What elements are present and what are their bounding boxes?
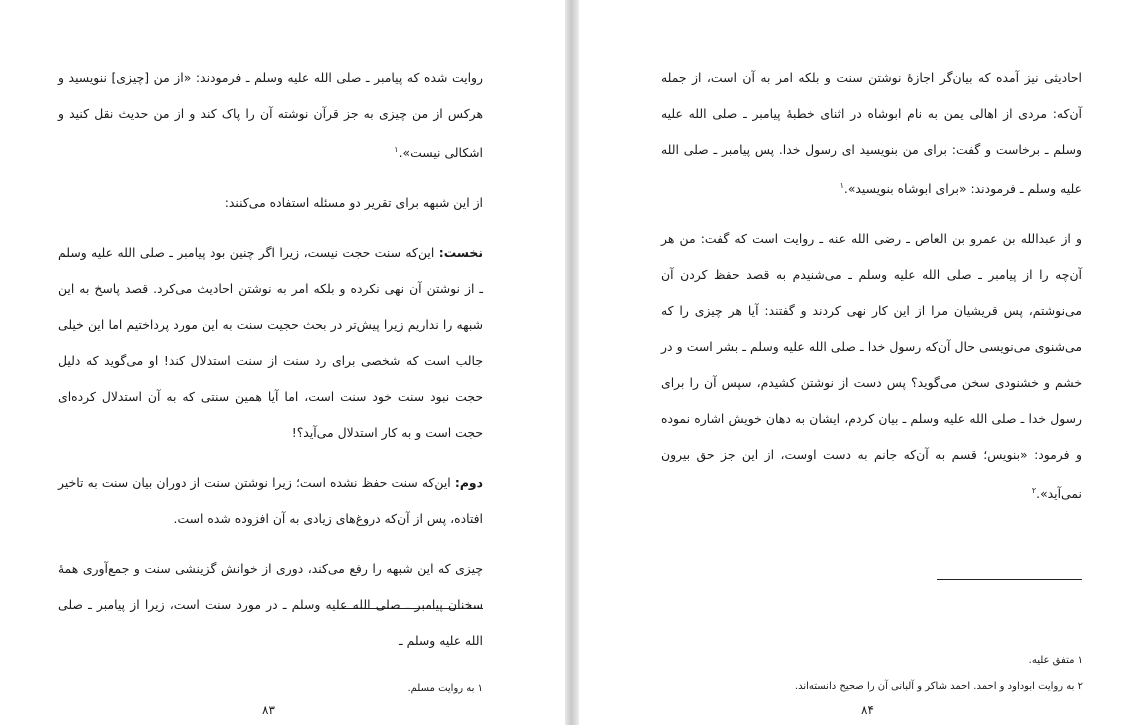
left-page [0,0,565,725]
footnote-marker: ۱ [839,181,844,190]
paragraph: روایت شده که پیامبر ـ صلی الله علیه وسلم ـ فرمودند: «از من [چیزی] ننویسید و هرکس از من چیزی به جز قرآن نوشته آن را پاک کند و از من حدیث نقل کنید و اشکالی نیست».$^۱$ [58,70,483,161]
page-number: ۸۳ [262,703,275,717]
footnote-separator [338,608,483,609]
footnote: ۱ متفق علیه. [1028,655,1083,666]
footnotes [58,676,483,702]
book-gutter [565,0,579,725]
paragraph: چیزی که این شبهه را رفع می‌کند، دوری از خوانش گزینشی سنت و جمع‌آوری همهٔ سخنان پیامبر ـ صلی الله علیه وسلم ـ در مورد سنت است، زیرا از پیامبر ـ صلی الله علیه وسلم ـ [58,561,483,649]
paragraph: و از عبدالله بن عمرو بن العاص ـ رضی الله عنه ـ روایت است که گفت: من هر آن‌چه را از پیامبر ـ صلی الله علیه وسلم ـ می‌شنیدم به قصد حفظ کردن آن می‌نوشتم، پس قریشیان مرا از این کار نهی کردند و گفتند: آیا هر چیزی را که می‌شنوی می‌نویسی حال آن‌که رسول خدا ـ صلی الله علیه وسلم ـ بشر است و در خشم و خشنودی سخن می‌گوید؟ پس دست از نوشتن کشیدم، سپس آن را برای رسول خدا ـ صلی الله علیه وسلم ـ بیان کردم، ایشان به دهان خویش اشاره نموده و فرمود: «بنویس؛ قسم به آن‌که جانم به دست اوست، از این جز حق بیرون نمی‌آید».$^۲$ [661,231,1082,502]
left-page-body [58,60,483,673]
paragraph: احادیثی نیز آمده که بیان‌گر اجازهٔ نوشتن سنت و بلکه امر به آن است، از جمله آن‌که: مردی از اهالی یمن به نام ابوشاه در اثنای خطبهٔ پیامبر ـ صلی الله علیه وسلم ـ برخاست و گفت: برای من بنویسید ای رسول خدا. پس پیامبر ـ صلی الله علیه وسلم ـ فرمودند: «برای ابوشاه بنویسید».$^۱$ [661,70,1082,197]
footnote-separator [937,579,1082,580]
paragraph: از این شبهه برای تقریر دو مسئله استفاده می‌کنند: [224,195,483,211]
paragraph-lead: نخست: [438,245,483,261]
footnote: ۲ به روایت ابوداود و احمد. احمد شاکر و آلبانی آن را صحیح دانسته‌اند. [794,681,1083,692]
page-number: ۸۴ [861,703,874,717]
paragraph-lead: دوم: [454,475,483,491]
right-page [579,0,1139,725]
right-page-body [661,60,1082,526]
footnotes [658,648,1083,700]
paragraph: دوم: این‌که سنت حفظ نشده است؛ زیرا نوشتن سنت از دوران بیان سنت به تاخیر افتاده، پس از آن‌که دروغ‌های زیادی به آن افزوده شده است. [58,475,483,527]
paragraph: نخست: این‌که سنت حجت نیست، زیرا اگر چنین بود پیامبر ـ صلی الله علیه وسلم ـ از نوشتن آن نهی نکرده و بلکه امر به نوشتن احادیث می‌کرد. قصد پاسخ به این شبهه را نداریم زیرا پیش‌تر در بحث حجیت سنت به این مورد پرداختیم اما این خیلی جالب است که شخصی برای رد سنت از سنت استدلال کند! او می‌گوید که دلیل حجت نبود سنت خود سنت است، اما آیا همین سنتی که به آن استدلال کرده‌ای حجت است و به کار استدلال می‌آید؟! [58,245,483,441]
footnote-marker: ۲ [1031,486,1037,496]
footnote: ۱ به روایت مسلم. [407,683,483,694]
footnote-marker: ۱ [394,145,399,154]
